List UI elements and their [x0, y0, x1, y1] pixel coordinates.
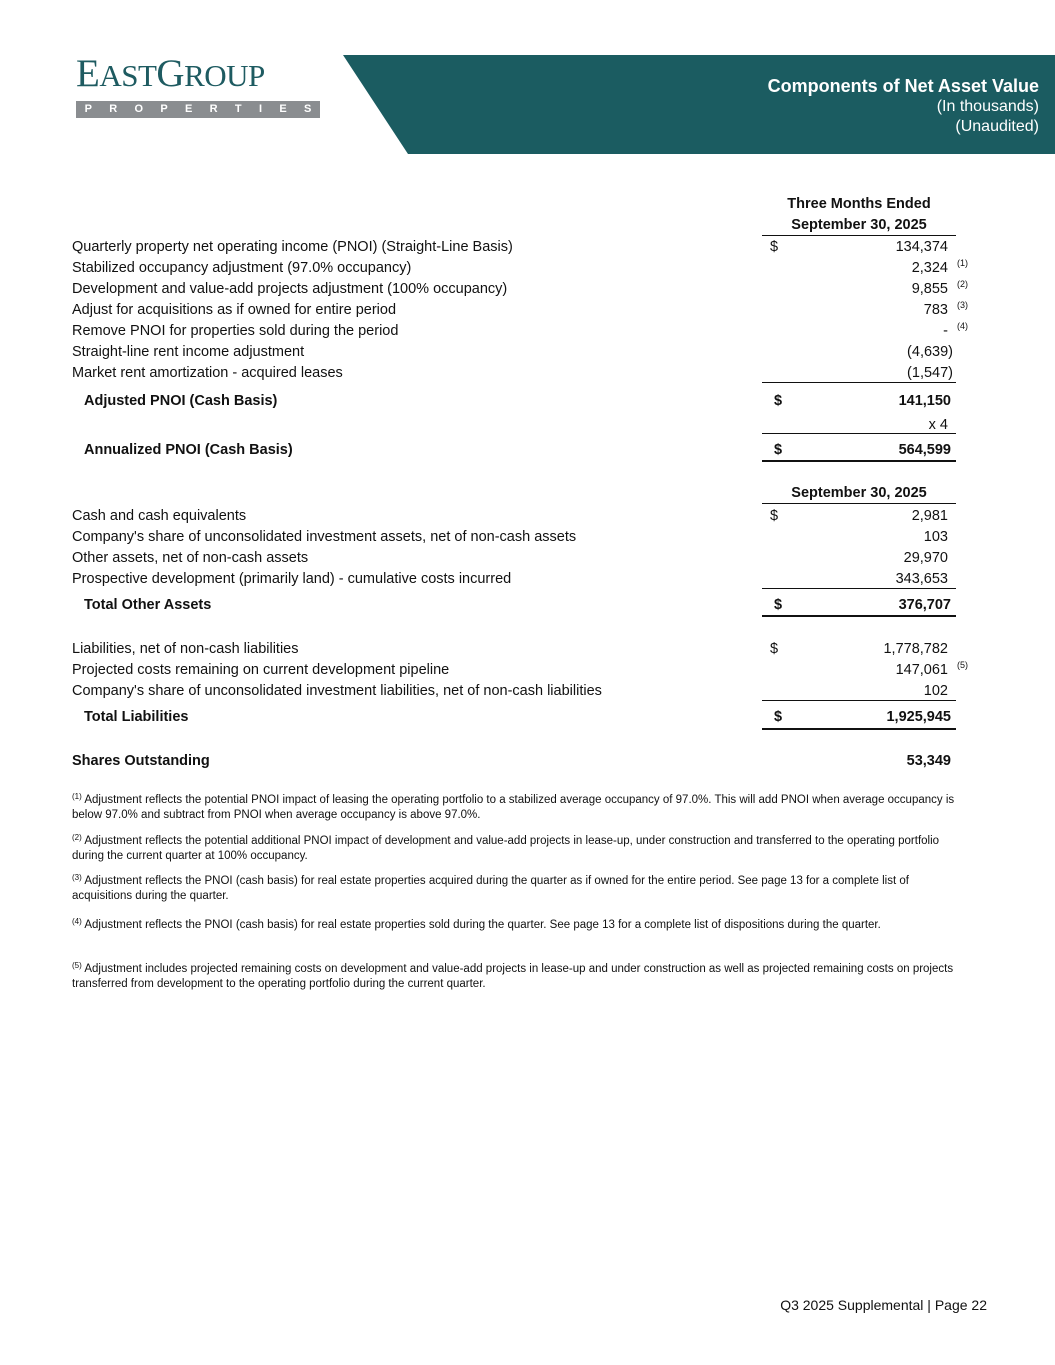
pnoi-row-value: - [943, 323, 948, 339]
asset-row-label: Cash and cash equivalents [72, 508, 247, 524]
footnote: $^{(4)}$ Adjustment reflects the PNOI (cash basis) for real estate properties sold during the quarter. See page 13 for a complete list of dispositions during the quarter. [72, 917, 881, 931]
asset-row-label: Company's share of unconsolidated investment assets, net of non-cash assets [72, 529, 577, 545]
double-rule [762, 728, 956, 730]
asset-row-label: Prospective development (primarily land) - cumulative costs incurred [72, 571, 512, 587]
rule [762, 235, 956, 236]
footnote-ref: (4) [957, 321, 968, 331]
pnoi-row-value: 9,855 [911, 281, 948, 297]
rule [762, 700, 956, 701]
pnoi-row-label: Stabilized occupancy adjustment (97.0% occupancy) [72, 260, 412, 276]
liability-row-value: 1,778,782 [883, 641, 948, 657]
footnote-ref: (2) [957, 279, 968, 289]
total-liabilities-dollar: $ [774, 709, 783, 725]
asset-row-label: Other assets, net of non-cash assets [72, 550, 309, 566]
footnote: $^{(3)}$ Adjustment reflects the PNOI (cash basis) for real estate properties acquired during the quarter as if owned for the entire period. See page 13 for a complete list of acquisitions during the quarter. [72, 873, 909, 902]
page-title-block [768, 75, 1039, 137]
shares-outstanding-value: 53,349 [906, 753, 951, 769]
rule [762, 433, 956, 434]
asset-row-value: 103 [923, 529, 948, 545]
pnoi-row-value: 783 [923, 302, 948, 318]
liability-row-dollar: $ [770, 641, 779, 657]
pnoi-column-header [761, 194, 957, 236]
asset-row-dollar: $ [770, 508, 779, 524]
pnoi-row-label: Adjust for acquisitions as if owned for entire period [72, 302, 397, 318]
total-other-assets-label: Total Other Assets [84, 597, 212, 613]
liability-row-value: 102 [923, 683, 948, 699]
rule [762, 503, 956, 504]
pnoi-row-value: 134,374 [895, 239, 948, 255]
footnote-ref: (5) [957, 660, 968, 670]
pnoi-row-label: Development and value-add projects adjustment (100% occupancy) [72, 281, 508, 297]
total-liabilities-value: 1,925,945 [886, 709, 951, 725]
shares-outstanding-label: Shares Outstanding [72, 753, 210, 769]
pnoi-row-label: Remove PNOI for properties sold during the period [72, 323, 399, 339]
total-other-assets-dollar: $ [774, 597, 783, 613]
annualized-pnoi-value: 564,599 [898, 442, 951, 458]
company-logo-subtitle: P R O P E R T I E S [76, 101, 320, 118]
liability-row-label: Company's share of unconsolidated investment liabilities, net of non-cash liabilities [72, 683, 602, 699]
rule [762, 588, 956, 589]
total-other-assets-value: 376,707 [898, 597, 951, 613]
double-rule [762, 615, 956, 617]
pnoi-row-value: (1,547) [907, 365, 953, 381]
rule [762, 382, 956, 383]
liability-row-label: Liabilities, net of non-cash liabilities [72, 641, 299, 657]
total-liabilities-label: Total Liabilities [84, 709, 189, 725]
page-footer: Q3 2025 Supplemental | Page 22 [780, 1297, 987, 1313]
footnote: $^{(1)}$ Adjustment reflects the potential PNOI impact of leasing the operating portfolio to a stabilized average occupancy of 97.0%. This will add PNOI when average occupancy is below 97.0% and subtract from PNOI when average occupancy is above 97.0%. [72, 792, 955, 821]
footnote: $^{(2)}$ Adjustment reflects the potential additional PNOI impact of development and value-add projects in lease-up, under construction and transferred to the operating portfolio during the current quarter at 100% occupancy. [72, 833, 940, 862]
footnote-ref: (3) [957, 300, 968, 310]
pnoi-row-dollar: $ [770, 239, 779, 255]
page-title: Components of Net Asset Value [767, 76, 1039, 96]
pnoi-row-label: Straight-line rent income adjustment [72, 344, 305, 360]
liability-row-value: 147,061 [895, 662, 948, 678]
page-subtitle-units: (In thousands) [936, 98, 1039, 115]
annualized-pnoi-label: Annualized PNOI (Cash Basis) [84, 442, 293, 458]
pnoi-column-header-line2: September 30, 2025 [791, 217, 927, 233]
page-subtitle-audit: (Unaudited) [955, 118, 1039, 135]
assets-column-header: September 30, 2025 [791, 485, 927, 501]
pnoi-row-value: 2,324 [911, 260, 948, 276]
pnoi-row-label: Quarterly property net operating income (PNOI) (Straight-Line Basis) [72, 239, 513, 255]
company-logo-wordmark: EASTGROUP [76, 52, 265, 95]
adjusted-pnoi-value: 141,150 [898, 393, 951, 409]
asset-row-value: 2,981 [911, 508, 948, 524]
footnote-ref: (1) [957, 258, 968, 268]
double-rule [762, 460, 956, 462]
pnoi-row-label: Market rent amortization - acquired leases [72, 365, 343, 381]
pnoi-column-header-line1: Three Months Ended [787, 196, 931, 212]
liability-row-label: Projected costs remaining on current development pipeline [72, 662, 450, 678]
adjusted-pnoi-dollar: $ [774, 393, 783, 409]
adjusted-pnoi-label: Adjusted PNOI (Cash Basis) [84, 393, 278, 409]
annualize-multiplier: x 4 [928, 417, 948, 433]
asset-row-value: 29,970 [903, 550, 948, 566]
asset-row-value: 343,653 [895, 571, 948, 587]
annualized-pnoi-dollar: $ [774, 442, 783, 458]
pnoi-row-value: (4,639) [907, 344, 953, 360]
footnote: $^{(5)}$ Adjustment includes projected remaining costs on development and value-add projects in lease-up and under construction as well as projected remaining costs on projects transferred from development to the operating portfolio during the current quarter. [72, 961, 954, 990]
